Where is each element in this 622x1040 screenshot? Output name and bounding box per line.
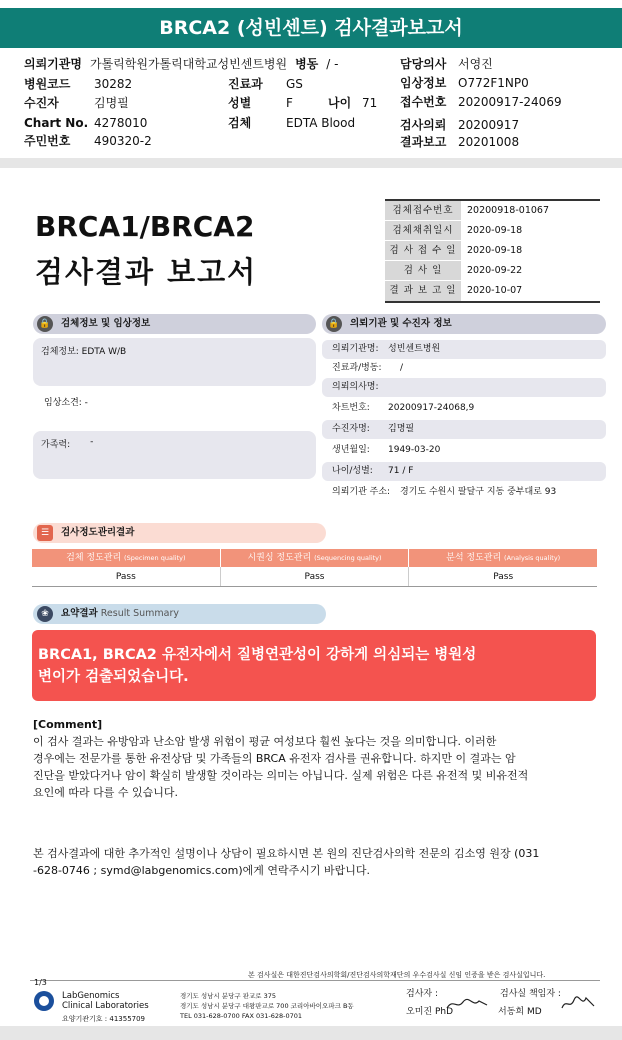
info-value: / — [400, 363, 404, 373]
doctor: 서영진 — [458, 57, 493, 71]
date-label: 검체접수번호 — [385, 201, 461, 220]
info-value: 성빈센트병원 — [388, 344, 441, 354]
institution-code: 요양기관기호 : 41355709 — [62, 1015, 146, 1023]
header-left — [24, 56, 338, 72]
info-label: 의뢰의사명: — [332, 382, 379, 392]
accession-no: 20200917-24069 — [458, 95, 562, 109]
date-label: 검 사 일 — [385, 261, 461, 280]
qc-header-en: (Specimen quality) — [124, 554, 186, 562]
field-label: 의뢰기관명 — [24, 57, 82, 71]
section-header-summary — [33, 604, 326, 624]
date-value: 2020-09-22 — [467, 265, 523, 276]
date-value: 2020-09-18 — [467, 245, 523, 256]
field-label: 접수번호 — [400, 95, 447, 109]
dates-table — [385, 199, 600, 303]
section-title-en: Result Summary — [100, 608, 180, 619]
result-summary — [32, 630, 596, 701]
header-right — [400, 56, 610, 151]
field-label: 검체 — [228, 116, 252, 130]
section-header-specimen — [33, 314, 316, 334]
resident-no: 490320-2 — [94, 134, 152, 148]
info-label: 의뢰기관 주소: — [332, 487, 391, 497]
comment-line: 이 검사 결과는 유방암과 난소암 발생 위험이 평균 여성보다 훨씬 높다는 것을 의미합니다. 이러한 — [33, 735, 497, 748]
date-value: 20200918-01067 — [467, 205, 550, 216]
page-number: 1/3 — [34, 978, 47, 987]
clipboard-icon: ☰ — [37, 525, 53, 541]
info-label: 생년월일: — [332, 445, 370, 455]
chief-label: 검사실 책임자 : — [500, 989, 561, 999]
report-title: BRCA1/BRCA2 — [35, 210, 255, 243]
hospital-address: 경기도 수원시 팔달구 지동 중부대로 93 — [400, 487, 557, 497]
field-label: 결과보고 — [400, 135, 447, 149]
specimen-info: 검체정보: EDTA W/B — [33, 338, 316, 386]
ribbon-icon: ❀ — [37, 606, 53, 622]
info-label: 나이/성별: — [332, 466, 373, 476]
bottom-strip — [0, 1026, 622, 1040]
tester-label: 검사자 : — [406, 989, 438, 999]
section-title: 검사정도관리결과 — [61, 527, 135, 538]
qc-value: Pass — [408, 567, 597, 586]
info-label: 의뢰기관명: — [332, 344, 379, 354]
lock-icon: 🔒 — [37, 316, 53, 332]
summary-line: BRCA1, BRCA2 유전자에서 질병연관성이 강하게 의심되는 병원성 — [38, 647, 477, 663]
qc-header: 분석 정도관리 — [446, 553, 502, 563]
contact-line: -628-0746 ; symd@labgenomics.com)에게 연락주시기 바랍니다. — [33, 864, 371, 877]
section-header-qc — [33, 523, 326, 543]
qc-header: 시퀀싱 정도관리 — [247, 553, 312, 563]
qc-value: Pass — [220, 567, 409, 586]
field-label: 주민번호 — [24, 134, 71, 148]
age: 71 — [362, 96, 378, 110]
phone-line: TEL 031-628-0700 FAX 031-628-0701 — [180, 1012, 303, 1020]
field-label: 진료과 — [228, 77, 263, 91]
family-history — [33, 431, 316, 479]
date-label: 검체채취일시 — [385, 221, 461, 240]
qc-table — [32, 549, 597, 587]
field-label: 임상정보 — [400, 76, 447, 90]
field-label: 수진자 — [24, 96, 59, 110]
info-value: 1949-03-20 — [388, 445, 441, 455]
hospital-info — [322, 340, 606, 502]
comment-title: [Comment] — [33, 718, 103, 731]
date-value: 2020-09-18 — [467, 225, 523, 236]
field-label: Chart No. — [24, 116, 89, 130]
report-banner: BRCA2 (성빈센트) 검사결과보고서 — [0, 8, 622, 48]
report-subtitle: 검사결과 보고서 — [35, 255, 258, 289]
info-value — [388, 378, 606, 397]
family-history-value: - — [90, 437, 94, 447]
info-label: 차트번호: — [332, 403, 370, 413]
contact-block — [33, 845, 603, 879]
info-label: 수진자명: — [332, 424, 370, 434]
qc-value: Pass — [115, 572, 136, 582]
date-label: 결 과 보 고 일 — [385, 281, 461, 301]
labgenomics-logo-icon — [34, 991, 54, 1011]
comment-line: 진단을 받았다거나 암이 확실히 발생할 것이라는 의미는 아닙니다. 실제 위험은 다른 유전적 및 비유전적 — [33, 769, 529, 782]
comment-block — [33, 716, 603, 801]
clinical-findings: 임상소견: - — [44, 398, 88, 408]
chart-no: 4278010 — [94, 116, 148, 130]
chief-name: 서동희 MD — [498, 1007, 542, 1017]
department: GS — [286, 77, 303, 91]
clinical-info: O772F1NP0 — [458, 76, 529, 90]
request-date: 20200917 — [458, 118, 520, 132]
summary-line: 변이가 검출되었습니다. — [38, 669, 189, 685]
report-date: 20201008 — [458, 135, 520, 149]
lab-name — [62, 991, 149, 1011]
field-label: 병원코드 — [24, 77, 71, 91]
field-label: 병동 — [295, 57, 319, 71]
section-title: 요약결과 — [61, 608, 98, 619]
sex: F — [286, 96, 293, 110]
lab-name-line: Clinical Laboratories — [62, 1001, 149, 1011]
chief-signature-icon — [560, 994, 596, 1012]
field-label: 나이 — [328, 96, 352, 110]
ward: / - — [326, 57, 339, 71]
field-label: 검사의뢰 — [400, 118, 447, 132]
divider — [0, 158, 622, 168]
section-title: 검체정보 및 임상정보 — [61, 318, 151, 329]
info-value: 김명필 — [388, 424, 415, 434]
field-label: 담당의사 — [400, 57, 447, 71]
hospital-name: 가톨릭학원가톨릭대학교성빈센트병원 — [90, 57, 288, 71]
section-header-hospital — [322, 314, 606, 334]
patient-name: 김명필 — [94, 96, 129, 110]
info-value: 71 / F — [388, 466, 414, 476]
field-label: 성별 — [228, 96, 252, 110]
footer-rule — [30, 980, 600, 981]
certification-note: 본 검사실은 대한진단검사의학회/진단검사의학재단의 우수검사실 신임 인증을 받은 검사실입니다. — [248, 971, 546, 979]
info-label: 진료과/병동: — [332, 363, 382, 373]
date-value: 2020-10-07 — [467, 285, 523, 296]
qc-header-en: (Analysis quality) — [504, 554, 561, 562]
qc-header: 검체 정도관리 — [66, 553, 122, 563]
date-label: 검 사 접 수 일 — [385, 241, 461, 260]
address-line: 경기도 성남시 분당구 대왕판교로 700 코리아바이오파크 B동 — [180, 1002, 354, 1010]
address-line: 경기도 성남시 분당구 판교로 375 — [180, 992, 277, 1000]
section-title: 의뢰기관 및 수진자 정보 — [350, 318, 452, 329]
contact-line: 본 검사결과에 대한 추가적인 설명이나 상담이 필요하시면 본 원의 진단검사의학 전문의 김소영 원장 (031 — [33, 847, 540, 860]
comment-line: 경우에는 전문가를 통한 유전상담 및 가족들의 BRCA 유전자 검사를 권유합니다. 하지만 이 결과는 암 — [33, 752, 516, 765]
family-history-label: 가족력: — [41, 440, 71, 450]
lock-icon: 🔒 — [326, 316, 342, 332]
specimen: EDTA Blood — [286, 116, 356, 130]
comment-line: 요인에 따라 다를 수 있습니다. — [33, 786, 178, 799]
qc-header-en: (Sequencing quality) — [314, 554, 382, 562]
hospital-code: 30282 — [94, 77, 133, 91]
tester-name: 오미진 PhD — [406, 1007, 454, 1017]
lab-name-line: LabGenomics — [62, 991, 120, 1001]
lab-address — [180, 991, 354, 1021]
tester-signature-icon — [445, 996, 490, 1012]
info-value: 20200917-24068,9 — [388, 403, 475, 413]
